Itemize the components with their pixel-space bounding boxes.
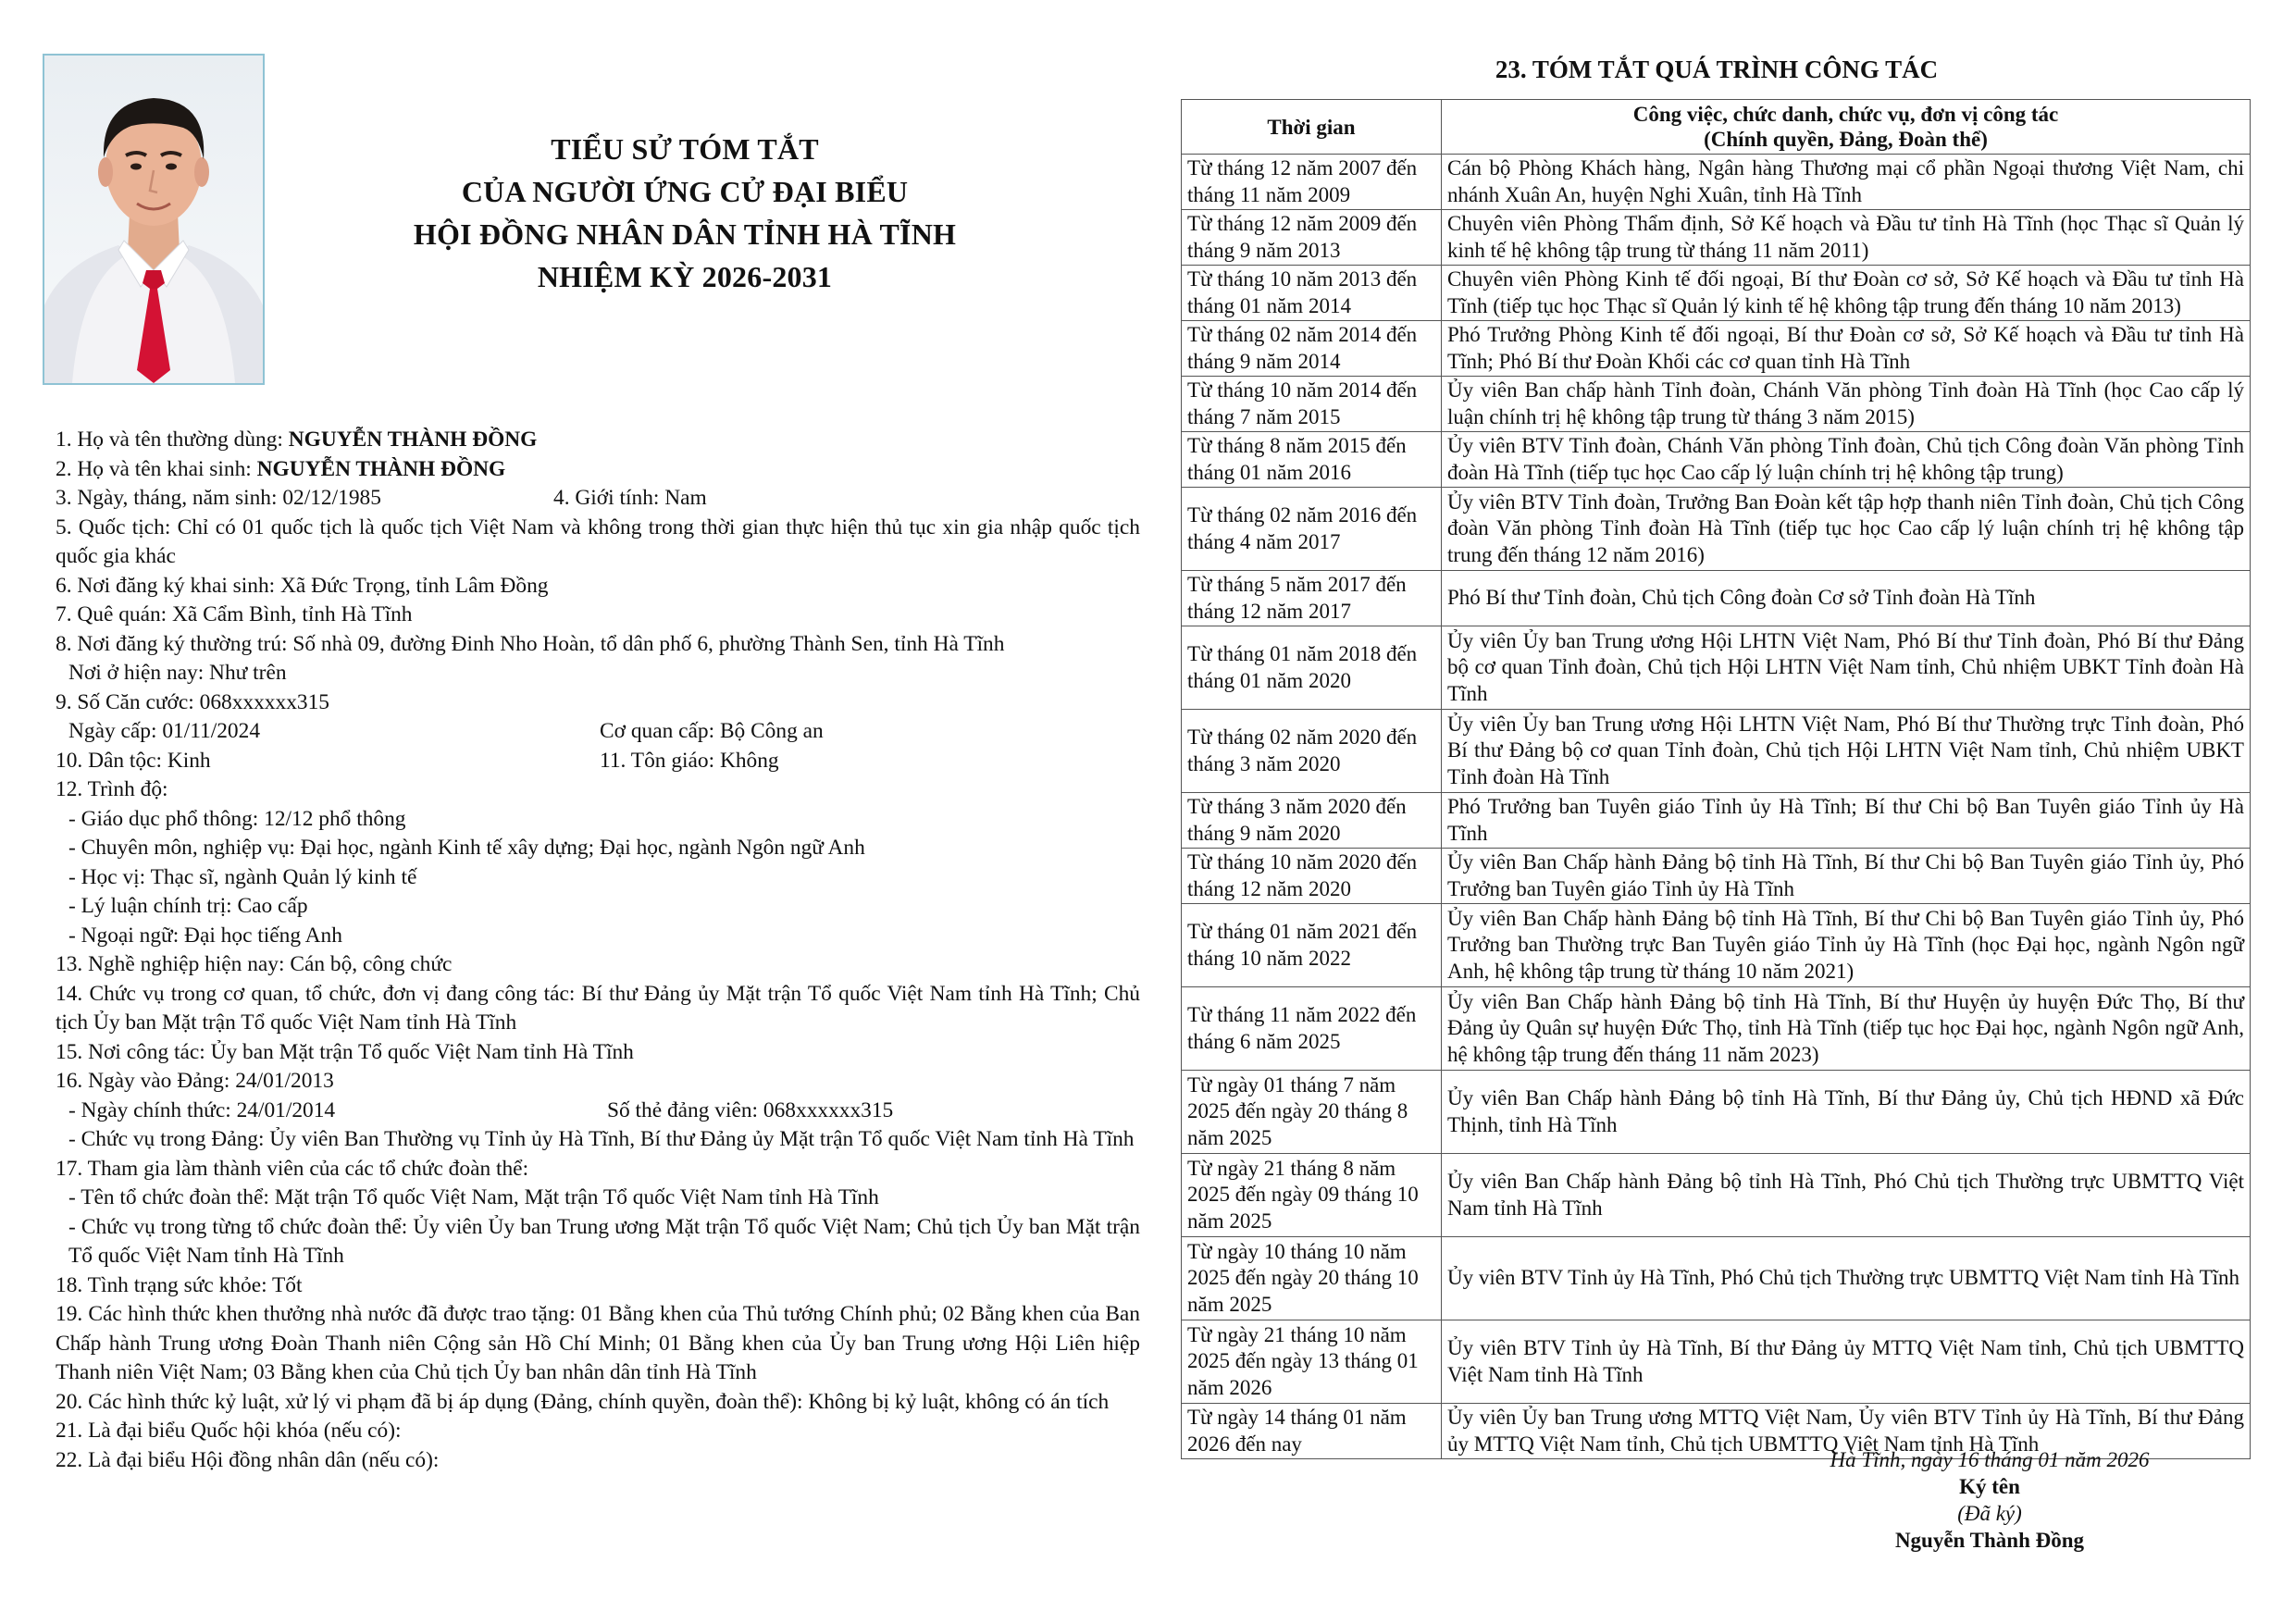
table-row [1182,1071,2251,1154]
career-description: Ủy viên Ban Chấp hành Đảng bộ tỉnh Hà Tĩnh, Bí thư Đảng ủy, Chủ tịch HĐND xã Đức Thịnh, tỉnh Hà Tĩnh [1442,1071,2251,1154]
bio-professional: - Chuyên môn, nghiệp vụ: Đại học, ngành Kinh tế xây dựng; Đại học, ngành Ngôn ngữ Anh [68,836,865,860]
bio-degree: - Học vị: Thạc sĩ, ngành Quản lý kinh tế [68,864,417,889]
career-description: Ủy viên BTV Tỉnh ủy Hà Tĩnh, Phó Chủ tịch Thường trực UBMTTQ Việt Nam tỉnh Hà Tĩnh [1442,1237,2251,1320]
document-title [305,128,1064,298]
bio-party-position: - Chức vụ trong Đảng: Ủy viên Ban Thường vụ Tỉnh ủy Hà Tĩnh, Bí thư Đảng ủy Mặt trận Tổ quốc Việt Nam tỉnh Hà Tĩnh [68,1127,1135,1151]
career-description: Chuyên viên Phòng Thẩm định, Sở Kế hoạch và Đầu tư tỉnh Hà Tĩnh (học Thạc sĩ Quản lý kinh tế hệ không tập trung từ tháng 11 năm 2011) [1442,210,2251,266]
table-row [1182,710,2251,793]
career-table-body [1182,155,2251,1459]
table-row [1182,377,2251,432]
title-line-4: NHIỆM KỲ 2026-2031 [537,260,833,293]
career-description: Phó Bí thư Tỉnh đoàn, Chủ tịch Công đoàn Cơ sở Tỉnh đoàn Hà Tĩnh [1442,571,2251,626]
signature-name: Nguyễn Thành Đồng [1894,1529,2085,1552]
bio-health: 18. Tình trạng sức khỏe: Tốt [56,1272,303,1297]
career-description: Ủy viên BTV Tỉnh đoàn, Trưởng Ban Đoàn kết tập hợp thanh niên Tỉnh đoàn, Chủ tịch Công đoàn Văn phòng Tỉnh đoàn Hà Tĩnh (tiếp tục học Cao cấp lý luận chính trị hệ không tập trung đến tháng 12 năm 2016) [1442,488,2251,571]
bio-party-official-date: - Ngày chính thức: 24/01/2014 Số thẻ đảng viên: 068xxxxxx315 [68,1097,894,1122]
career-description: Ủy viên Ủy ban Trung ương MTTQ Việt Nam, Ủy viên BTV Tỉnh ủy Hà Tĩnh, Bí thư Đảng ủy MTTQ Việt Nam tỉnh, Chủ tịch UBMTTQ Việt Nam tỉnh Hà Tĩnh [1442,1404,2251,1459]
bio-common-name: 1. Họ và tên thường dùng: NGUYỄN THÀNH ĐỒNG [56,428,538,452]
career-period: Từ ngày 21 tháng 10 năm 2025 đến ngày 13 tháng 01 năm 2026 [1182,1320,1442,1404]
bio-national-assembly: 21. Là đại biểu Quốc hội khóa (nếu có): [56,1419,402,1443]
career-period: Từ tháng 01 năm 2021 đến tháng 10 năm 2022 [1182,904,1442,987]
career-description: Ủy viên BTV Tỉnh ủy Hà Tĩnh, Bí thư Đảng ủy MTTQ Việt Nam tỉnh, Chủ tịch UBMTTQ Việt Nam tỉnh Hà Tĩnh [1442,1320,2251,1404]
title-line-2: CỦA NGƯỜI ỨNG CỬ ĐẠI BIỂU [461,175,909,208]
bio-general-education: - Giáo dục phổ thông: 12/12 phổ thông [68,806,406,831]
signature-signed-note: (Đã ký) [1957,1502,2022,1525]
career-table-header [1182,100,2251,155]
bio-political-theory: - Lý luận chính trị: Cao cấp [68,894,308,918]
career-period: Từ tháng 3 năm 2020 đến tháng 9 năm 2020 [1182,793,1442,849]
table-row [1182,987,2251,1071]
table-row [1182,266,2251,321]
career-period: Từ tháng 10 năm 2014 đến tháng 7 năm 2015 [1182,377,1442,432]
bio-current-residence: Nơi ở hiện nay: Như trên [68,661,287,685]
bio-permanent-residence: 8. Nơi đăng ký thường trú: Số nhà 09, đường Đinh Nho Hoàn, tổ dân phố 6, phường Thành Sen, tỉnh Hà Tĩnh [56,631,1005,656]
col-desc-header-line1: Công việc, chức danh, chức vụ, đơn vị công tác [1632,103,2059,126]
career-description: Phó Trưởng Phòng Kinh tế đối ngoại, Bí thư Đoàn cơ sở, Sở Kế hoạch và Đầu tư tỉnh Hà Tĩnh; Phó Bí thư Đoàn Khối các cơ quan tỉnh Hà Tĩnh [1442,321,2251,377]
bio-position: 14. Chức vụ trong cơ quan, tổ chức, đơn vị đang công tác: Bí thư Đảng ủy Mặt trận Tổ quốc Việt Nam tỉnh Hà Tĩnh; Chủ tịch Ủy ban Mặt trận Tổ quốc Việt Nam tỉnh Hà Tĩnh [56,981,1140,1035]
col-time-header: Thời gian [1182,100,1442,155]
bio-organization-positions: - Chức vụ trong từng tổ chức đoàn thể: Ủy viên Ủy ban Trung ương Mặt trận Tổ quốc Việt Nam; Chủ tịch Ủy ban Mặt trận Tổ quốc Việt Nam tỉnh Hà Tĩnh [68,1214,1140,1268]
bio-dob-gender: 3. Ngày, tháng, năm sinh: 02/12/1985 4. Giới tính: Nam [56,486,707,510]
signature-label: Ký tên [1959,1475,2020,1498]
table-row [1182,904,2251,987]
title-line-1: TIỂU SỬ TÓM TẮT [551,132,819,166]
bio-peoples-council: 22. Là đại biểu Hội đồng nhân dân (nếu có): [56,1447,440,1472]
career-description: Ủy viên Ủy ban Trung ương Hội LHTN Việt Nam, Phó Bí thư Tỉnh đoàn, Phó Bí thư Đảng bộ cơ quan Tỉnh đoàn, Chủ tịch Hội LHTN Việt Nam tỉnh, Chủ nhiệm UBKT Tỉnh đoàn Hà Tĩnh [1442,626,2251,710]
career-description: Chuyên viên Phòng Kinh tế đối ngoại, Bí thư Đoàn cơ sở, Sở Kế hoạch và Đầu tư tỉnh Hà Tĩnh (tiếp tục học Thạc sĩ Quản lý kinh tế hệ không tập trung đến tháng 10 năm 2013) [1442,266,2251,321]
col-desc-header [1442,100,2251,155]
career-description: Ủy viên Ban Chấp hành Đảng bộ tỉnh Hà Tĩnh, Bí thư Chi bộ Ban Tuyên giáo Tỉnh ủy, Phó Trưởng ban Tuyên giáo Tỉnh ủy Hà Tĩnh [1442,849,2251,904]
bio-birth-registration: 6. Nơi đăng ký khai sinh: Xã Đức Trọng, tỉnh Lâm Đồng [56,573,549,598]
bio-occupation: 13. Nghề nghiệp hiện nay: Cán bộ, công chức [56,952,453,976]
career-description: Ủy viên Ban Chấp hành Đảng bộ tỉnh Hà Tĩnh, Bí thư Chi bộ Ban Tuyên giáo Tỉnh ủy, Phó Trưởng ban Thường trực Ban Tuyên giáo Tỉnh ủy Hà Tĩnh (học Đại học, ngành Ngôn ngữ Anh, hệ không tập trung từ tháng 10 năm 2021) [1442,904,2251,987]
bio-id-issue: Ngày cấp: 01/11/2024 Cơ quan cấp: Bộ Công an [68,719,824,743]
career-period: Từ tháng 01 năm 2018 đến tháng 01 năm 2020 [1182,626,1442,710]
table-row [1182,1154,2251,1237]
career-description: Ủy viên Ủy ban Trung ương Hội LHTN Việt Nam, Phó Bí thư Thường trực Tỉnh đoàn, Phó Bí thư Đảng bộ cơ quan Tỉnh đoàn, Chủ tịch Hội LHTN Việt Nam tỉnh, Chủ nhiệm UBKT Tỉnh đoàn Hà Tĩnh [1442,710,2251,793]
bio-ethnicity-religion: 10. Dân tộc: Kinh 11. Tôn giáo: Không [56,748,779,773]
table-row [1182,210,2251,266]
bio-qualifications: 12. Trình độ: [56,777,168,801]
table-row [1182,488,2251,571]
career-period: Từ tháng 02 năm 2016 đến tháng 4 năm 2017 [1182,488,1442,571]
career-description: Phó Trưởng ban Tuyên giáo Tỉnh ủy Hà Tĩnh; Bí thư Chi bộ Ban Tuyên giáo Tỉnh ủy Hà Tĩnh [1442,793,2251,849]
career-period: Từ ngày 14 tháng 01 năm 2026 đến nay [1182,1404,1442,1459]
bio-organization-names: - Tên tổ chức đoàn thể: Mặt trận Tổ quốc Việt Nam, Mặt trận Tổ quốc Việt Nam tỉnh Hà Tĩnh [68,1185,879,1209]
career-period: Từ tháng 5 năm 2017 đến tháng 12 năm 2017 [1182,571,1442,626]
table-row [1182,1320,2251,1404]
table-row [1182,571,2251,626]
biography-section [56,426,1140,1475]
signature-place-date: Hà Tĩnh, ngày 16 tháng 01 năm 2026 [1830,1448,2150,1471]
title-line-3: HỘI ĐỒNG NHÂN DÂN TỈNH HÀ TĨNH [413,217,957,251]
candidate-photo [43,54,265,385]
career-description: Ủy viên Ban chấp hành Tỉnh đoàn, Chánh Văn phòng Tỉnh đoàn Hà Tĩnh (học Cao cấp lý luận chính trị hệ không tập trung từ tháng 3 năm 2015) [1442,377,2251,432]
career-period: Từ tháng 02 năm 2020 đến tháng 3 năm 2020 [1182,710,1442,793]
table-row [1182,1237,2251,1320]
career-heading: 23. TÓM TẮT QUÁ TRÌNH CÔNG TÁC [1495,56,1939,83]
career-period: Từ ngày 21 tháng 8 năm 2025 đến ngày 09 tháng 10 năm 2025 [1182,1154,1442,1237]
table-row [1182,321,2251,377]
career-period: Từ ngày 01 tháng 7 năm 2025 đến ngày 20 tháng 8 năm 2025 [1182,1071,1442,1154]
career-description: Cán bộ Phòng Khách hàng, Ngân hàng Thương mại cổ phần Ngoại thương Việt Nam, chi nhánh Xuân An, huyện Nghi Xuân, tỉnh Hà Tĩnh [1442,155,2251,210]
bio-discipline: 20. Các hình thức kỷ luật, xử lý vi phạm đã bị áp dụng (Đảng, chính quyền, đoàn thể): Không bị kỷ luật, không có án tích [56,1389,1110,1414]
bio-nationality: 5. Quốc tịch: Chỉ có 01 quốc tịch là quốc tịch Việt Nam và không trong thời gian thực hiện thủ tục xin gia nhập quốc tịch quốc gia khác [56,514,1140,568]
bio-organizations: 17. Tham gia làm thành viên của các tổ chức đoàn thể: [56,1156,529,1181]
bio-awards: 19. Các hình thức khen thưởng nhà nước đã được trao tặng: 01 Bằng khen của Thủ tướng Chính phủ; 02 Bằng khen của Ban Chấp hành Trung ương Đoàn Thanh niên Cộng sản Hồ Chí Minh; 01 Bằng khen của Ủy ban Trung ương Hội Liên hiệp Thanh niên Việt Nam; 03 Bằng khen của Chủ tịch Ủy ban nhân dân tỉnh Hà Tĩnh [56,1302,1140,1384]
bio-hometown: 7. Quê quán: Xã Cẩm Bình, tỉnh Hà Tĩnh [56,602,413,626]
bio-id-number: 9. Số Căn cước: 068xxxxxx315 [56,689,329,714]
career-period: Từ tháng 11 năm 2022 đến tháng 6 năm 2025 [1182,987,1442,1071]
career-table [1181,99,2251,1459]
table-row [1182,626,2251,710]
table-row [1182,432,2251,488]
table-row [1182,793,2251,849]
bio-workplace: 15. Nơi công tác: Ủy ban Mặt trận Tổ quốc Việt Nam tỉnh Hà Tĩnh [56,1039,634,1064]
signature-block [1758,1446,2221,1554]
table-row [1182,155,2251,210]
bio-birth-name: 2. Họ và tên khai sinh: NGUYỄN THÀNH ĐỒNG [56,456,506,481]
col-desc-header-line2: (Chính quyền, Đảng, Đoàn thể) [1704,128,1988,151]
career-description: Ủy viên Ban Chấp hành Đảng bộ tỉnh Hà Tĩnh, Phó Chủ tịch Thường trực UBMTTQ Việt Nam tỉnh Hà Tĩnh [1442,1154,2251,1237]
career-period: Từ tháng 12 năm 2009 đến tháng 9 năm 2013 [1182,210,1442,266]
bio-party-join-date: 16. Ngày vào Đảng: 24/01/2013 [56,1069,334,1093]
career-period: Từ tháng 8 năm 2015 đến tháng 01 năm 2016 [1182,432,1442,488]
career-period: Từ ngày 10 tháng 10 năm 2025 đến ngày 20 tháng 10 năm 2025 [1182,1237,1442,1320]
career-period: Từ tháng 02 năm 2014 đến tháng 9 năm 2014 [1182,321,1442,377]
career-period: Từ tháng 10 năm 2013 đến tháng 01 năm 2014 [1182,266,1442,321]
bio-foreign-language: - Ngoại ngữ: Đại học tiếng Anh [68,923,342,948]
career-description: Ủy viên Ban Chấp hành Đảng bộ tỉnh Hà Tĩnh, Bí thư Huyện ủy huyện Đức Thọ, Bí thư Đảng ủy Quân sự huyện Đức Thọ, tỉnh Hà Tĩnh (tiếp tục học Đại học, ngành Ngôn ngữ Anh, hệ không tập trung đến tháng 11 năm 2023) [1442,987,2251,1071]
table-row [1182,849,2251,904]
career-period: Từ tháng 10 năm 2020 đến tháng 12 năm 2020 [1182,849,1442,904]
career-description: Ủy viên BTV Tỉnh đoàn, Chánh Văn phòng Tỉnh đoàn, Chủ tịch Công đoàn Văn phòng Tỉnh đoàn Hà Tĩnh (tiếp tục học Cao cấp lý luận chính trị hệ không tập trung) [1442,432,2251,488]
career-period: Từ tháng 12 năm 2007 đến tháng 11 năm 2009 [1182,155,1442,210]
